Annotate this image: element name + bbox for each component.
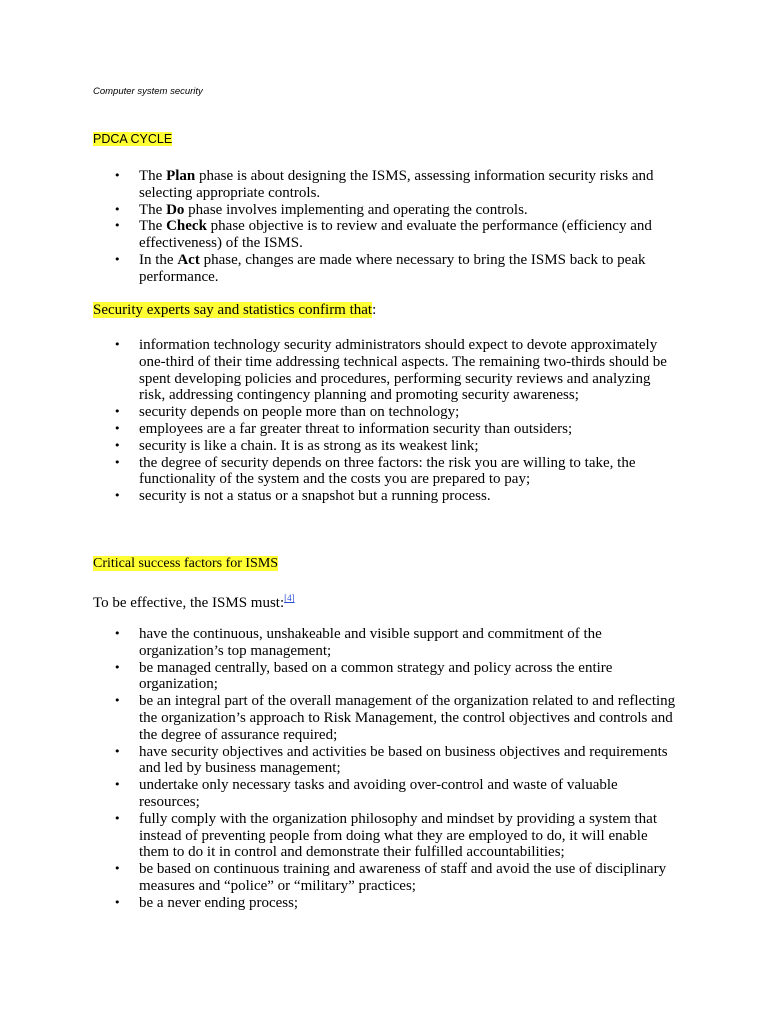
header-note: Computer system security — [93, 86, 203, 97]
check-term: Check — [166, 218, 207, 235]
pdca-item-plan: • The Plan phase is about designing the ISMS, assessing information security risks and selecting appropriate controls. — [114, 168, 679, 202]
list-item: • have security objectives and activities be based on business objectives and requirements and led by business management; — [114, 744, 679, 778]
pdca-item-check: • The Check phase objective is to review and evaluate the performance (efficiency and effectiveness) of the ISMS. — [114, 218, 679, 252]
csf-heading — [93, 556, 278, 572]
list-item: • be an integral part of the overall management of the organization related to and reflecting the organization’s approach to Risk Management, the control objectives and controls and the degree of assurance required; — [114, 693, 679, 743]
plan-term: Plan — [166, 168, 196, 184]
list-item: • fully comply with the organization philosophy and mindset by providing a system that instead of preventing people from doing what they are employed to do, it will enable them to do it in control and demonstrate their fulfilled accountabilities; — [114, 811, 679, 861]
act-term: Act — [177, 251, 200, 268]
list-item: • be a never ending process; — [114, 895, 679, 912]
list-item: • security depends on people more than on technology; — [114, 404, 679, 421]
list-item: • employees are a far greater threat to information security than outsiders; — [114, 421, 679, 438]
list-item: • information technology security administrators should expect to devote approximately one-third of their time addressing technical aspects. The remaining two-thirds should be spent developing policies and procedures, performing security reviews and analyzing risk, addressing contingency planning and promoting security awareness; — [114, 337, 679, 404]
pdca-item-act: • In the Act phase, changes are made where necessary to bring the ISMS back to peak performance. — [114, 252, 679, 286]
csf-heading-text: Critical success factors for ISMS — [93, 556, 279, 571]
list-item: • be based on continuous training and awareness of staff and avoid the use of disciplinary measures and “police” or “military” practices; — [114, 861, 679, 895]
do-term: Do — [166, 201, 185, 218]
list-item: • security is like a chain. It is as strong as its weakest link; — [114, 438, 679, 455]
pdca-heading — [93, 132, 172, 146]
csf-list — [114, 626, 679, 912]
pdca-heading-text: PDCA CYCLE — [93, 132, 173, 146]
list-item: • be managed centrally, based on a common strategy and policy across the entire organization; — [114, 660, 679, 694]
csf-intro: To be effective, the ISMS must:[4] — [93, 593, 295, 611]
experts-list — [114, 337, 679, 505]
reference-link[interactable]: [4] — [284, 593, 295, 603]
list-item: • have the continuous, unshakeable and visible support and commitment of the organization’s top management; — [114, 626, 679, 660]
pdca-list — [114, 168, 679, 286]
list-item: • undertake only necessary tasks and avoiding over-control and waste of valuable resources; — [114, 777, 679, 811]
experts-heading-text: Security experts say and statistics confirm that — [93, 302, 373, 318]
list-item: • security is not a status or a snapshot but a running process. — [114, 488, 679, 505]
list-item: • the degree of security depends on three factors: the risk you are willing to take, the functionality of the system and the costs you are prepared to pay; — [114, 455, 679, 489]
pdca-item-do: • The Do phase involves implementing and operating the controls. — [114, 202, 679, 219]
experts-heading: Security experts say and statistics confirm that: — [93, 302, 377, 318]
